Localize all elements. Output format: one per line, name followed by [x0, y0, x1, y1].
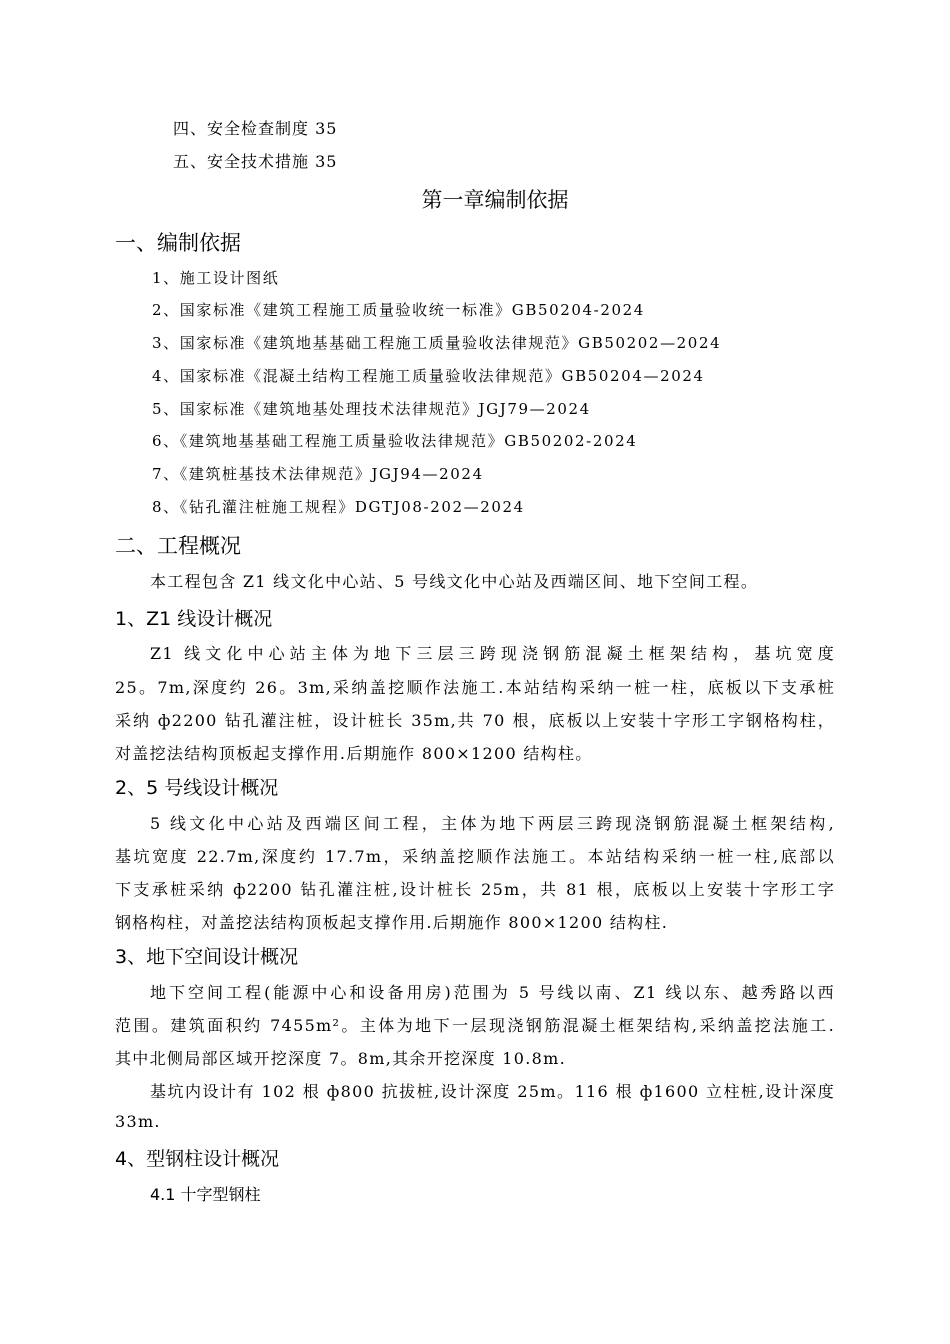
paragraph-line: 基坑内设计有 102 根 ф800 抗拔桩,设计深度 25m。116 根 ф1600 立柱桩,设计深度	[150, 1082, 835, 1101]
paragraph-line: 下支承桩采纳 ф2200 钻孔灌注桩,设计桩长 25m，共 81 根，底板以上安装十字形工字	[115, 880, 835, 899]
paragraph-line: 地下空间工程(能源中心和设备用房)范围为 5 号线以南、Z1 线以东、越秀路以西	[150, 983, 835, 1002]
subsection-heading-line5: 2、5 号线设计概况	[115, 777, 279, 799]
reference-item: 7、《建筑桩基技术法律规范》JGJ94—2024	[152, 465, 484, 483]
paragraph-line: 其中北侧局部区域开挖深度 7。8m,其余开挖深度 10.8m.	[115, 1049, 566, 1068]
paragraph-line: 对盖挖法结构顶板起支撑作用.后期施作 800×1200 结构柱。	[115, 744, 593, 763]
reference-item: 1、施工设计图纸	[152, 269, 280, 287]
reference-item: 5、国家标准《建筑地基处理技术法律规范》JGJ79—2024	[152, 400, 591, 418]
chapter-title: 第一章编制依据	[421, 188, 569, 212]
reference-item: 6、《建筑地基基础工程施工质量验收法律规范》GB50202-2024	[152, 432, 638, 450]
subsection-heading-underground: 3、地下空间设计概况	[115, 946, 299, 968]
toc-entry: 四、安全检查制度 35	[173, 119, 338, 138]
section-heading-overview: 二、工程概况	[115, 534, 241, 558]
paragraph-line: 33m.	[115, 1112, 161, 1131]
reference-item: 3、国家标准《建筑地基基础工程施工质量验收法律规范》GB50202—2024	[152, 334, 722, 352]
reference-item: 4、国家标准《混凝土结构工程施工质量验收法律规范》GB50204—2024	[152, 367, 705, 385]
subsubsection-heading-cross-steel: 4.1 十字型钢柱	[150, 1185, 261, 1204]
subsection-heading-steel-column: 4、型钢柱设计概况	[115, 1148, 280, 1170]
overview-intro: 本工程包含 Z1 线文化中心站、5 号线文化中心站及西端区间、地下空间工程。	[150, 572, 759, 591]
paragraph-line: 25。7m,深度约 26。3m,采纳盖挖顺作法施工.本站结构采纳一桩一柱，底板以下支承桩	[115, 678, 835, 697]
reference-item: 2、国家标准《建筑工程施工质量验收统一标准》GB50204-2024	[152, 301, 645, 319]
section-heading-basis: 一、编制依据	[115, 231, 241, 255]
subsection-heading-z1: 1、Z1 线设计概况	[115, 608, 273, 630]
toc-entry: 五、安全技术措施 35	[173, 152, 338, 171]
paragraph-line: 基坑宽度 22.7m,深度约 17.7m，采纳盖挖顺作法施工。本站结构采纳一桩一柱,底部以	[115, 847, 835, 866]
paragraph-line: Z1 线文化中心站主体为地下三层三跨现浇钢筋混凝土框架结构，基坑宽度	[150, 644, 835, 663]
paragraph-line: 采纳 ф2200 钻孔灌注桩，设计桩长 35m,共 70 根，底板以上安装十字形工字钢格构柱，	[115, 711, 835, 730]
paragraph-line: 5 线文化中心站及西端区间工程，主体为地下两层三跨现浇钢筋混凝土框架结构,	[150, 814, 835, 833]
paragraph-line: 钢格构柱，对盖挖法结构顶板起支撑作用.后期施作 800×1200 结构柱.	[115, 913, 669, 932]
paragraph-line: 范围。建筑面积约 7455m²。主体为地下一层现浇钢筋混凝土框架结构,采纳盖挖法施工.	[115, 1016, 835, 1035]
reference-item: 8、《钻孔灌注桩施工规程》DGTJ08-202—2024	[152, 498, 525, 516]
